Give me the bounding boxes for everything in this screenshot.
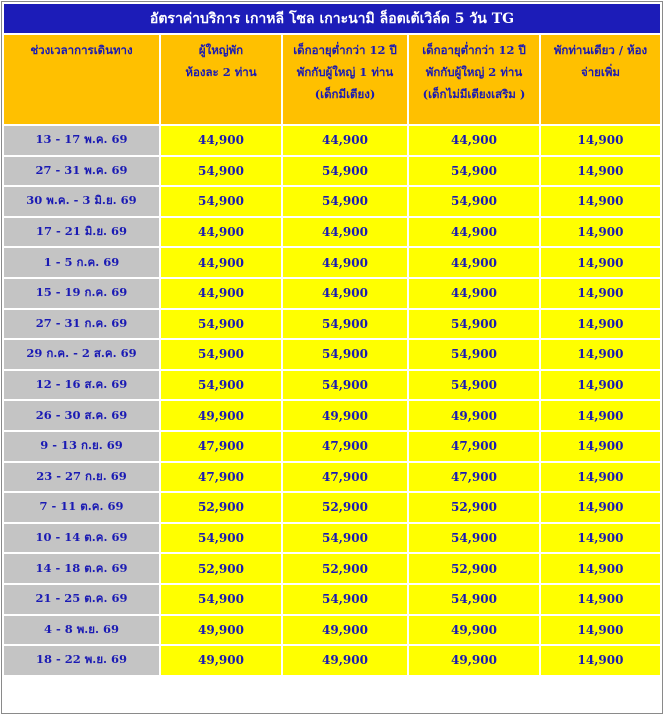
adult-price-cell: 52,900 [161,493,281,522]
travel-date-cell: 27 - 31 ก.ค. 69 [4,310,159,339]
rates-table [2,2,662,677]
table-row [4,524,660,553]
child-bed-price-cell: 54,900 [283,310,407,339]
adult-price-cell: 52,900 [161,554,281,583]
adult-price-cell: 47,900 [161,463,281,492]
table-row [4,493,660,522]
child-nobed-price-cell: 54,900 [409,585,539,614]
child-bed-price-cell: 49,900 [283,616,407,645]
adult-price-cell: 49,900 [161,401,281,430]
table-row [4,646,660,675]
adult-price-cell: 47,900 [161,432,281,461]
single-supplement-cell: 14,900 [541,616,660,645]
child-nobed-price-cell: 44,900 [409,279,539,308]
table-row [4,432,660,461]
table-row [4,463,660,492]
child-bed-price-cell: 44,900 [283,248,407,277]
header-row [4,35,660,124]
travel-date-cell: 14 - 18 ต.ค. 69 [4,554,159,583]
adult-price-cell: 44,900 [161,248,281,277]
child-nobed-price-cell: 54,900 [409,371,539,400]
child-nobed-price-cell: 54,900 [409,187,539,216]
table-row [4,554,660,583]
travel-date-cell: 30 พ.ค. - 3 มิ.ย. 69 [4,187,159,216]
single-supplement-cell: 14,900 [541,493,660,522]
child-bed-price-cell: 52,900 [283,554,407,583]
single-supplement-cell: 14,900 [541,279,660,308]
single-supplement-cell: 14,900 [541,248,660,277]
child-nobed-price-cell: 44,900 [409,126,539,155]
header-single-supplement [541,35,660,124]
adult-price-cell: 54,900 [161,371,281,400]
child-nobed-price-cell: 54,900 [409,340,539,369]
single-supplement-cell: 14,900 [541,432,660,461]
child-bed-price-cell: 54,900 [283,157,407,186]
header-child-no-bed [409,35,539,124]
header-line: ผู้ใหญ่พัก [198,43,244,57]
single-supplement-cell: 14,900 [541,585,660,614]
table-row [4,585,660,614]
child-bed-price-cell: 47,900 [283,432,407,461]
child-bed-price-cell: 44,900 [283,218,407,247]
travel-date-cell: 18 - 22 พ.ย. 69 [4,646,159,675]
single-supplement-cell: 14,900 [541,157,660,186]
child-bed-price-cell: 54,900 [283,524,407,553]
single-supplement-cell: 14,900 [541,187,660,216]
adult-price-cell: 54,900 [161,524,281,553]
header-line: เด็กอายุต่ำกว่า 12 ปี [293,43,397,57]
header-line: พักท่านเดียว / ห้อง [553,43,648,57]
header-line: (เด็กมีเตียง) [314,87,376,101]
child-nobed-price-cell: 47,900 [409,432,539,461]
table-row [4,310,660,339]
adult-price-cell: 54,900 [161,187,281,216]
title-row [4,4,660,33]
rates-table-container [1,1,663,714]
header-line: พักกับผู้ใหญ่ 1 ท่าน [296,65,394,79]
single-supplement-cell: 14,900 [541,554,660,583]
adult-price-cell: 54,900 [161,157,281,186]
adult-price-cell: 49,900 [161,616,281,645]
single-supplement-cell: 14,900 [541,463,660,492]
travel-date-cell: 7 - 11 ต.ค. 69 [4,493,159,522]
table-row [4,401,660,430]
header-line: พักกับผู้ใหญ่ 2 ท่าน [425,65,523,79]
single-supplement-cell: 14,900 [541,310,660,339]
child-nobed-price-cell: 54,900 [409,524,539,553]
adult-price-cell: 44,900 [161,279,281,308]
travel-date-cell: 26 - 30 ส.ค. 69 [4,401,159,430]
travel-date-cell: 13 - 17 พ.ค. 69 [4,126,159,155]
child-bed-price-cell: 54,900 [283,187,407,216]
child-bed-price-cell: 49,900 [283,646,407,675]
child-nobed-price-cell: 54,900 [409,310,539,339]
travel-date-cell: 29 ก.ค. - 2 ส.ค. 69 [4,340,159,369]
header-adult-twin [161,35,281,124]
adult-price-cell: 54,900 [161,340,281,369]
single-supplement-cell: 14,900 [541,524,660,553]
single-supplement-cell: 14,900 [541,126,660,155]
travel-date-cell: 23 - 27 ก.ย. 69 [4,463,159,492]
header-line: ช่วงเวลาการเดินทาง [30,43,133,57]
child-nobed-price-cell: 49,900 [409,646,539,675]
adult-price-cell: 54,900 [161,310,281,339]
table-row [4,218,660,247]
child-bed-price-cell: 52,900 [283,493,407,522]
table-row [4,248,660,277]
travel-date-cell: 9 - 13 ก.ย. 69 [4,432,159,461]
child-nobed-price-cell: 54,900 [409,157,539,186]
travel-date-cell: 27 - 31 พ.ค. 69 [4,157,159,186]
travel-date-cell: 17 - 21 มิ.ย. 69 [4,218,159,247]
child-nobed-price-cell: 52,900 [409,554,539,583]
child-nobed-price-cell: 49,900 [409,616,539,645]
header-line: ห้องละ 2 ท่าน [185,65,257,79]
table-row [4,616,660,645]
travel-date-cell: 21 - 25 ต.ค. 69 [4,585,159,614]
travel-date-cell: 4 - 8 พ.ย. 69 [4,616,159,645]
child-bed-price-cell: 44,900 [283,126,407,155]
child-nobed-price-cell: 44,900 [409,248,539,277]
child-nobed-price-cell: 49,900 [409,401,539,430]
header-line: เด็กอายุต่ำกว่า 12 ปี [422,43,526,57]
single-supplement-cell: 14,900 [541,218,660,247]
adult-price-cell: 49,900 [161,646,281,675]
table-title: อัตราค่าบริการ เกาหลี โซล เกาะนามิ ล็อตเต้เวิล์ด 5 วัน TG [4,4,660,33]
travel-date-cell: 10 - 14 ต.ค. 69 [4,524,159,553]
table-row [4,187,660,216]
header-line: จ่ายเพิ่ม [580,65,621,79]
child-bed-price-cell: 44,900 [283,279,407,308]
adult-price-cell: 44,900 [161,126,281,155]
child-nobed-price-cell: 47,900 [409,463,539,492]
travel-date-cell: 1 - 5 ก.ค. 69 [4,248,159,277]
single-supplement-cell: 14,900 [541,646,660,675]
travel-date-cell: 15 - 19 ก.ค. 69 [4,279,159,308]
child-nobed-price-cell: 44,900 [409,218,539,247]
table-row [4,126,660,155]
header-line: (เด็กไม่มีเตียงเสริม ) [422,87,526,101]
adult-price-cell: 44,900 [161,218,281,247]
child-nobed-price-cell: 52,900 [409,493,539,522]
child-bed-price-cell: 49,900 [283,401,407,430]
table-row [4,371,660,400]
header-travel-period [4,35,159,124]
child-bed-price-cell: 54,900 [283,340,407,369]
table-body [4,126,660,675]
header-child-with-bed [283,35,407,124]
child-bed-price-cell: 47,900 [283,463,407,492]
table-row [4,340,660,369]
single-supplement-cell: 14,900 [541,340,660,369]
travel-date-cell: 12 - 16 ส.ค. 69 [4,371,159,400]
child-bed-price-cell: 54,900 [283,371,407,400]
single-supplement-cell: 14,900 [541,401,660,430]
table-row [4,279,660,308]
table-row [4,157,660,186]
single-supplement-cell: 14,900 [541,371,660,400]
child-bed-price-cell: 54,900 [283,585,407,614]
adult-price-cell: 54,900 [161,585,281,614]
